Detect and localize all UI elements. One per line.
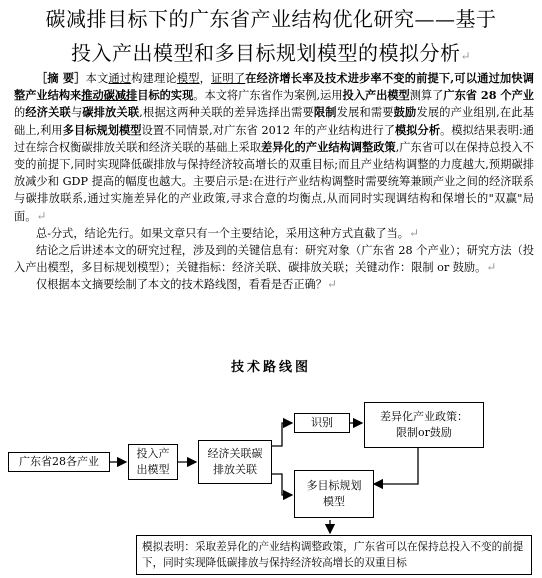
node-economic-carbon-links: 经济关联碳排放关联 [198,440,272,484]
arrow-links-to-identify [272,423,292,446]
arrow-links-to-multi [272,474,292,495]
abstract-paragraph-3: 结论之后讲述本文的研究过程，涉及到的关键信息有：研究对象（广东省 28 个产业）；研究方法（投入产出模型，多目标规划模型）；关键指标：经济关联、碳排放关联；关键动作：限制 or 鼓励。↵ [14,244,534,275]
node-policy: 差异化产业政策： 限制or鼓励 [364,402,484,448]
node-start: 广东省28各产业 [8,452,110,472]
node-identify: 识别 [294,413,350,433]
title-line-1: 碳减排目标下的广东省产业结构优化研究——基于 [45,7,497,31]
title-line-2: 投入产出模型和多目标规划模型的模拟分析↵ [70,41,472,65]
abstract-paragraph-2: 总-分式，结论先行。如果文章只有一个主要结论，采用这种方式直截了当。↵ [36,225,420,240]
abstract-paragraph-1: ［摘 要］本文通过构建理论模型，证明了在经济增长率及技术进步率不变的前提下,可以通过加快调整产业结构来推动碳减排目标的实现。本文将广东省作为案例,运用投入产出模型测算了广东省 28 个产业的经济关联与碳排放关联,根据这两种关联的差异选择出需要限制发展和需要鼓励发展的产业组别,在此基础上,利用多目标规划模型设置不同情景,对广东省 2012 年的产业结构进行了模拟分析。模拟结果表明:通过在综合权衡碳排放关联和经济关联的基础上采取差异化的产业结构调整政策,广东省可以在保持总投入不变的前提下,同时实现降低碳排放与保持经济较高增长的双重目标;而且产业结构调整的力度越大,预期碳排放减少和 GDP 提高的幅度也越大。主要启示是:在进行产业结构调整时需要统筹兼顾产业之间的经济联系与碳排放联系,通过实施差异化的产业政策,寻求合意的均衡点,从而同时实现调结构和保增长的"双赢"局面。↵ [14,71,534,223]
abstract-paragraph-4: 仅根据本文摘要绘制了本文的技术路线图，看看是否正确？↵ [36,277,337,292]
arrow-policy-to-multi [374,448,418,484]
flowchart-title: 技术路线图 [230,360,311,375]
node-multi-objective-model: 多目标规划模型 [294,470,374,518]
node-input-output-model: 投入产出模型 [128,444,178,480]
simulation-result: 模拟表明：采取差异化的产业结构调整政策，广东省可以在保持总投入不变的前提下，同时实现降低碳排放与保持经济较高增长的双重目标 [136,535,532,575]
